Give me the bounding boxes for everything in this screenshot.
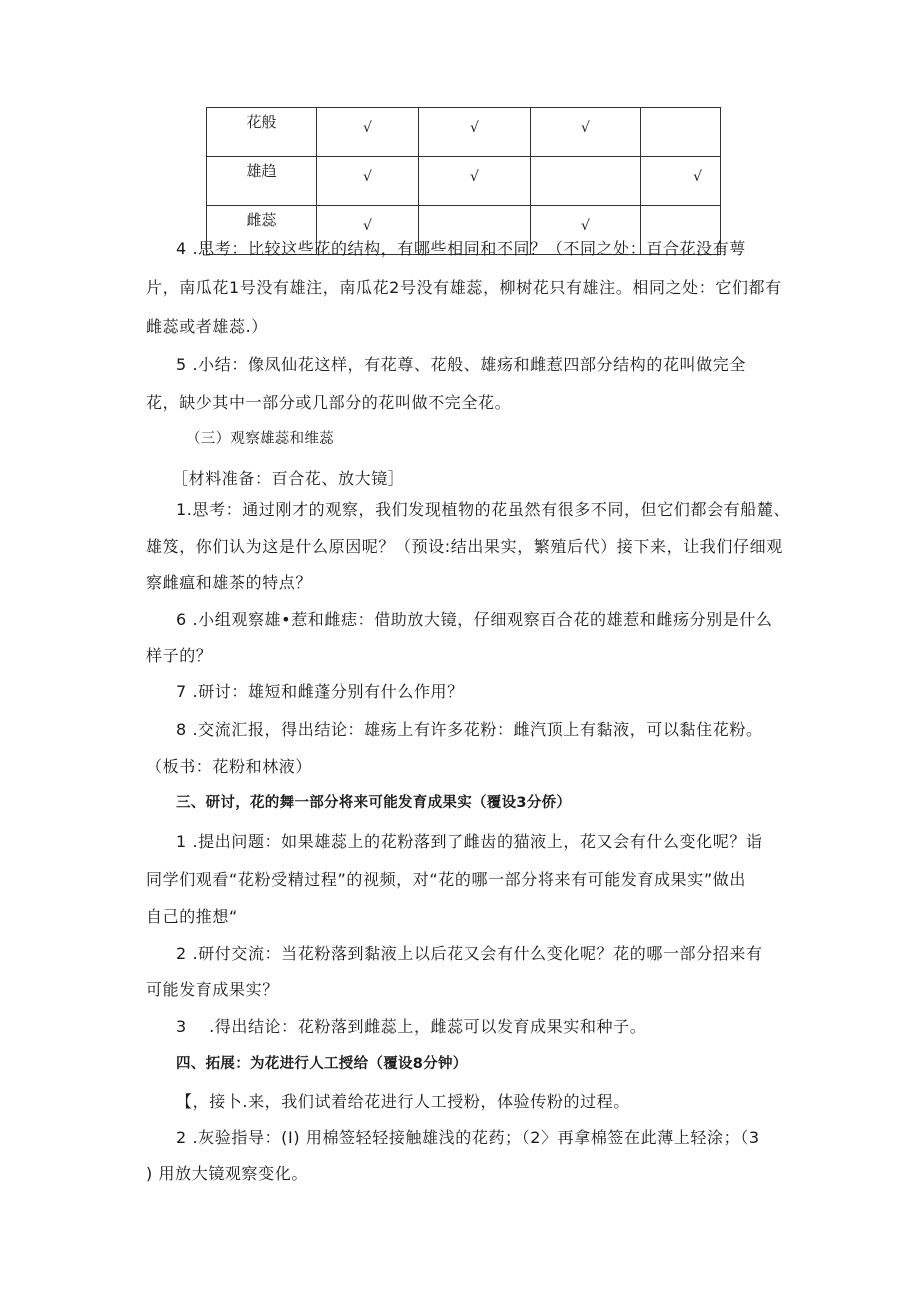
check-cell: √ (317, 206, 419, 255)
text-line: 样子的？ (146, 646, 213, 665)
text-line: 2 .研付交流：当花粉落到黏液上以后花又会有什么变化呢？花的哪一部分招来有 (176, 944, 763, 963)
check-cell: √ (531, 206, 641, 255)
table-row (207, 157, 721, 206)
text-line: 6 .小组观察雄•惹和雌痣：借助放大镜，仔细观察百合花的雄惹和雌疡分别是什么 (176, 610, 773, 629)
text-line: 【，接卜.来，我们试着给花进行人工授粉，体验传粉的过程。 (176, 1092, 630, 1111)
table-row (207, 108, 721, 157)
text-line: 可能发育成果实？ (146, 980, 279, 999)
section-heading: 三、研讨，花的舞一部分将来可能发育成果实（覆设3分侨） (176, 795, 572, 811)
check-cell (531, 157, 641, 206)
text-line: 雄笈，你们认为这是什么原因呢？（预设:结出果实，繁殖后代）接下来，让我们仔细观 (146, 537, 783, 556)
text-line: ［材料准备：百合花、放大镜］ (172, 469, 405, 488)
row-label: 雌蕊 (207, 206, 317, 255)
check-cell: √ (641, 157, 721, 206)
text-line: 同学们观看“花粉受精过程”的视频，对“花的哪一部分将来有可能发育成果实”做出 (146, 870, 746, 889)
row-label: 花般 (207, 108, 317, 157)
text-line: 7 .研讨：雄短和雌蓬分别有什么作用？ (176, 682, 464, 701)
check-cell: √ (317, 108, 419, 157)
text-line: 1 .提出问题：如果雄蕊上的花粉落到了雌齿的猫液上，花又会有什么变化呢？诣 (176, 832, 763, 851)
check-cell (641, 108, 721, 157)
section-subheading: （三）观察雄蕊和维蕊 (186, 431, 334, 447)
text-line: 察雌瘟和雄茶的特点？ (146, 573, 313, 592)
section-heading: 四、拓展：为花进行人工授给（覆设8分钟） (176, 1056, 468, 1072)
text-line: 8 .交流汇报，得出结论：雄疡上有许多花粉：雌汽顶上有黏液，可以黏住花粉。 (176, 720, 763, 739)
text-line: 片，南瓜花1号没有雄注，南瓜花2号没有雄蕊，柳树花只有雄注。相同之处：它们都有 (146, 278, 782, 297)
text-line: 1.思考：通过刚才的观察，我们发现植物的花虽然有很多不同，但它们都会有船麓、 (176, 500, 791, 519)
text-line: ) 用放大镜观察变化。 (146, 1164, 308, 1183)
text-line: 花，缺少其中一部分或几部分的花叫做不完全花。 (146, 393, 512, 412)
text-line: 3 .得出结论：花粉落到雌蕊上，雌蕊可以发育成果实和种子。 (176, 1017, 647, 1036)
check-cell: √ (317, 157, 419, 206)
row-label: 雄趋 (207, 157, 317, 206)
text-line: 自己的推想“ (146, 907, 238, 926)
text-line: 5 .小结：像凤仙花这样，有花尊、花般、雄疡和雌惹四部分结构的花叫做完全 (176, 355, 746, 374)
text-line: （板书：花粉和林液） (146, 757, 313, 776)
text-line: 雌蕊或者雄蕊.） (146, 317, 268, 336)
text-line: 4 .思考：比较这些花的结构，有哪些相同和不同？（不同之处：百合花没有萼 (176, 239, 746, 258)
text-line: 2 .灰验指导：(I) 用棉签轻轻接触雄浅的花药；（2〉再拿棉签在此薄上轻涂；（3 (176, 1128, 760, 1147)
check-cell: √ (419, 108, 531, 157)
check-cell: √ (419, 157, 531, 206)
check-cell: √ (531, 108, 641, 157)
